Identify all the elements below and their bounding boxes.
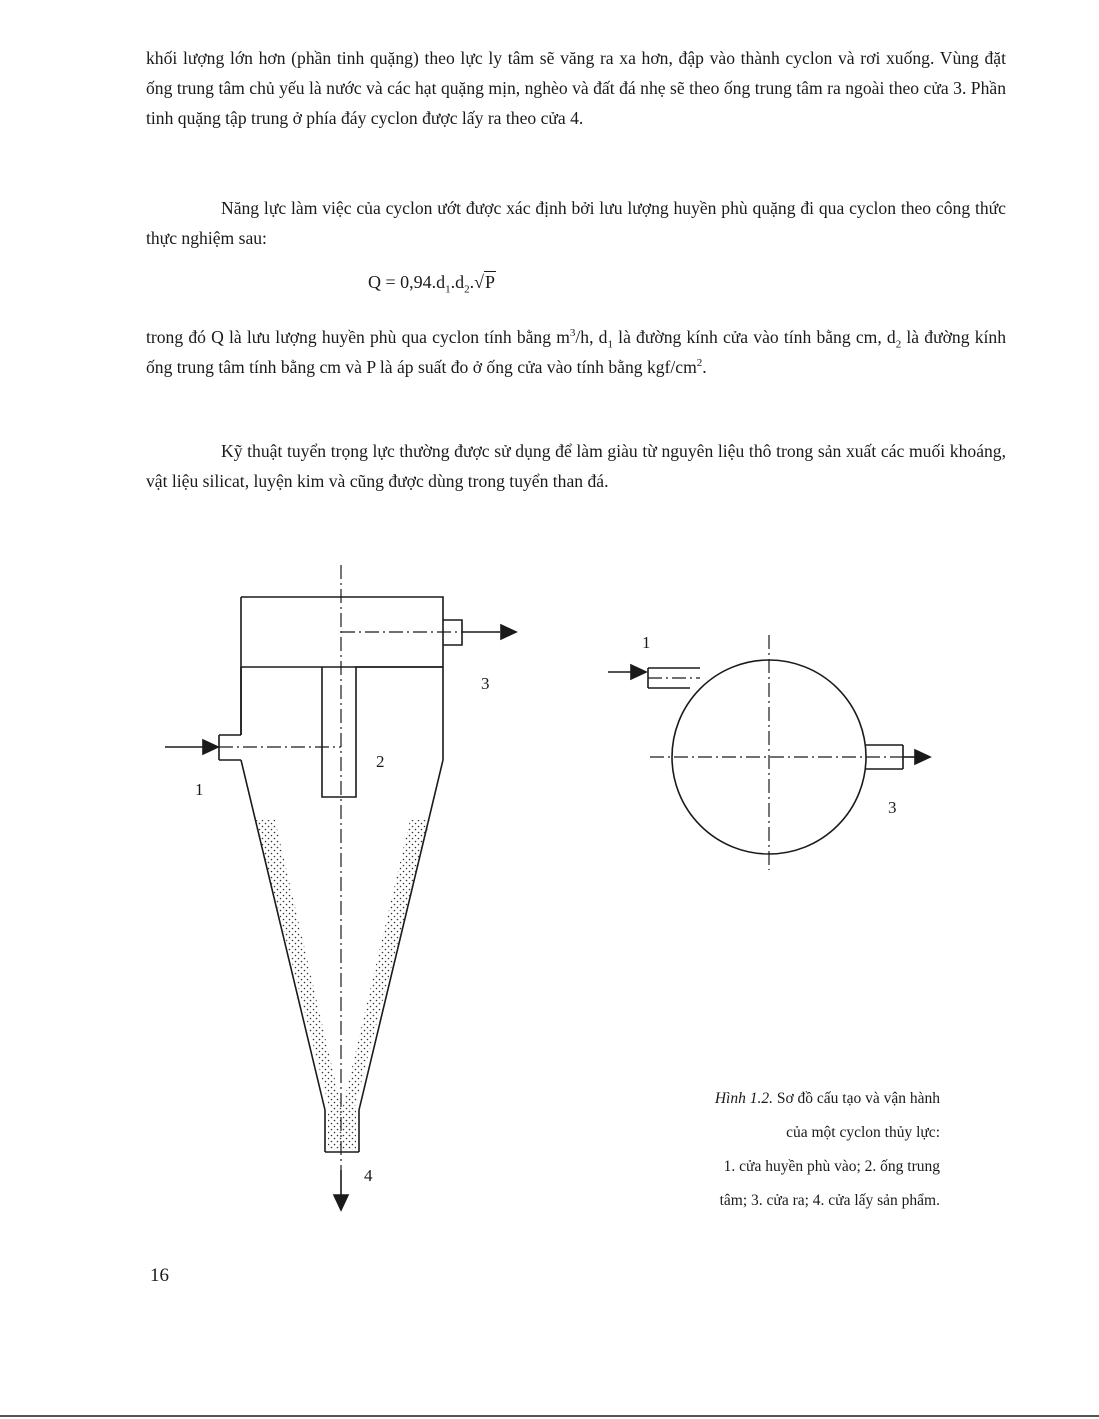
root-symbol: √ <box>474 272 485 292</box>
top-outlet-pipe <box>866 745 903 769</box>
square-root <box>474 272 496 292</box>
label-center-tube: 2 <box>376 752 385 771</box>
cone-left <box>241 760 325 1110</box>
concentrate-right <box>342 820 430 1110</box>
p3-sup-2: 2 <box>696 357 703 370</box>
concentrate-left <box>255 820 342 1110</box>
formula-sub-2: 2 <box>464 283 470 296</box>
p3-sup-1: 3 <box>569 327 576 340</box>
p3-text-c: là đường kính cửa vào tính bằng cm, d <box>612 327 896 347</box>
formula-mid: .d <box>450 272 465 292</box>
cyclone-head <box>241 597 443 667</box>
formula-lhs: Q = 0,94.d <box>368 272 446 292</box>
cone-right <box>359 760 443 1110</box>
outlet-pipe <box>443 620 462 645</box>
caption-line-1 <box>620 1082 940 1116</box>
label-underflow: 4 <box>364 1166 373 1185</box>
top-label-outlet: 3 <box>888 798 897 817</box>
top-label-inlet: 1 <box>642 633 651 652</box>
caption-title: Sơ đồ cấu tạo và vận hành <box>772 1090 940 1107</box>
formula-sub-1: 1 <box>445 283 451 296</box>
formula-dot: . <box>469 272 475 292</box>
radicand: P <box>485 272 496 292</box>
paragraph-3 <box>146 322 1006 382</box>
label-outlet: 3 <box>481 674 490 693</box>
flow-rate-formula <box>368 272 496 296</box>
top-inlet-pipe <box>648 668 700 688</box>
underflow-nozzle <box>325 1110 359 1152</box>
p3-text-e: . <box>702 357 707 377</box>
caption-line-2: của một cyclon thủy lực: <box>786 1124 940 1141</box>
inlet-pipe <box>219 735 241 760</box>
caption-line-4: tâm; 3. cửa ra; 4. cửa lấy sản phẩm. <box>719 1192 940 1209</box>
center-tube <box>322 667 443 797</box>
p3-text-a: trong đó Q là lưu lượng huyền phù qua cyclon tính bằng m <box>146 327 570 347</box>
cyclone-top-view <box>672 660 866 854</box>
p3-text-b: /h, d <box>575 327 608 347</box>
caption-line-3: 1. cửa huyền phù vào; 2. ống trung <box>723 1158 940 1175</box>
caption-label: Hình 1.2. <box>714 1090 773 1107</box>
p3-sub-2: 2 <box>895 338 902 351</box>
paragraph-2: Năng lực làm việc của cyclon ướt được xác định bởi lưu lượng huyền phù quặng đi qua cyclon theo công thức thực nghiệm sau: <box>146 198 1006 248</box>
page-number: 16 <box>150 1265 169 1286</box>
figure-caption <box>620 1082 940 1218</box>
bottom-rule <box>0 1415 1099 1417</box>
paragraph-1: khối lượng lớn hơn (phần tinh quặng) theo lực ly tâm sẽ văng ra xa hơn, đập vào thành cyclon và rơi xuống. Vùng đặt ống trung tâm chủ yếu là nước và các hạt quặng mịn, nghèo và đất đá nhẹ sẽ theo ống trung tâm ra ngoài theo cửa 3. Phần tinh quặng tập trung ở phía đáy cyclon được lấy ra theo cửa 4. <box>146 48 1006 128</box>
concentrate-bottom <box>328 1110 356 1150</box>
paragraph-4: Kỹ thuật tuyển trọng lực thường được sử dụng để làm giàu từ nguyên liệu thô trong sản xuất các muối khoáng, vật liệu silicat, luyện kim và cũng được dùng trong tuyển than đá. <box>146 441 1006 491</box>
p3-text-d: là đường kính ống trung tâm tính bằng cm và P là áp suất đo ở ống cửa vào tính bằng kgf/cm <box>146 327 1006 377</box>
label-inlet: 1 <box>195 780 204 799</box>
p3-sub-1: 1 <box>607 338 613 351</box>
